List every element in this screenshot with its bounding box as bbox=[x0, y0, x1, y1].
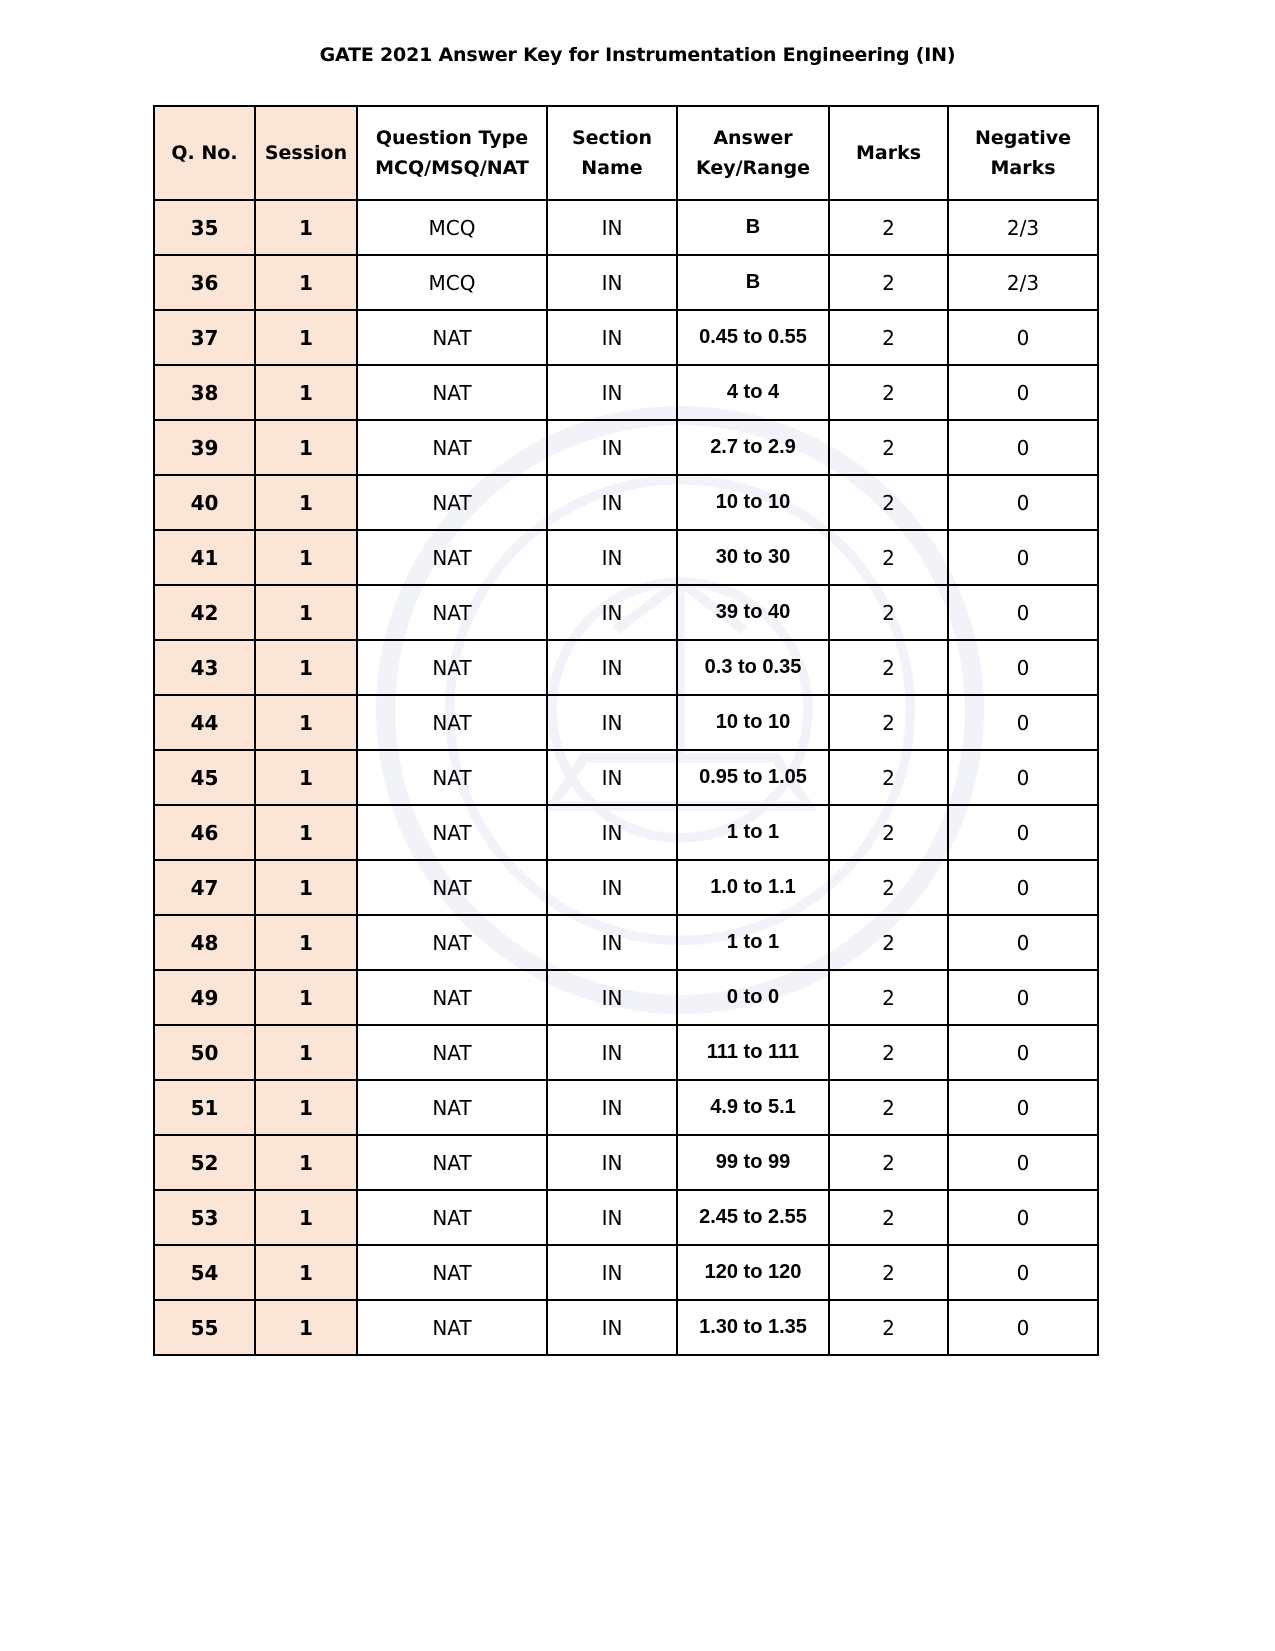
cell-negative-marks: 0 bbox=[948, 1300, 1098, 1355]
header-section-line1: Section bbox=[571, 127, 652, 149]
cell-section-name: IN bbox=[547, 1135, 677, 1190]
cell-section-name: IN bbox=[547, 860, 677, 915]
cell-qno: 35 bbox=[154, 200, 255, 255]
cell-marks: 2 bbox=[829, 1245, 948, 1300]
cell-negative-marks: 0 bbox=[948, 640, 1098, 695]
cell-marks: 2 bbox=[829, 750, 948, 805]
cell-session: 1 bbox=[255, 585, 357, 640]
cell-session: 1 bbox=[255, 750, 357, 805]
cell-marks: 2 bbox=[829, 1080, 948, 1135]
cell-answer-key: 111 to 111 bbox=[677, 1025, 829, 1080]
table-row bbox=[154, 200, 1098, 255]
cell-marks: 2 bbox=[829, 1300, 948, 1355]
cell-session: 1 bbox=[255, 530, 357, 585]
cell-answer-key: 0.45 to 0.55 bbox=[677, 310, 829, 365]
cell-question-type: NAT bbox=[357, 420, 547, 475]
cell-answer-key: 30 to 30 bbox=[677, 530, 829, 585]
table-row bbox=[154, 640, 1098, 695]
cell-negative-marks: 2/3 bbox=[948, 200, 1098, 255]
header-neg-line1: Negative bbox=[974, 127, 1072, 149]
cell-section-name: IN bbox=[547, 750, 677, 805]
cell-marks: 2 bbox=[829, 970, 948, 1025]
cell-question-type: NAT bbox=[357, 695, 547, 750]
table-row bbox=[154, 805, 1098, 860]
cell-negative-marks: 0 bbox=[948, 970, 1098, 1025]
cell-qno: 42 bbox=[154, 585, 255, 640]
table-row bbox=[154, 420, 1098, 475]
header-section-line2: Name bbox=[581, 157, 643, 179]
cell-qno: 52 bbox=[154, 1135, 255, 1190]
cell-session: 1 bbox=[255, 1245, 357, 1300]
cell-negative-marks: 0 bbox=[948, 310, 1098, 365]
table-row bbox=[154, 475, 1098, 530]
cell-answer-key: 10 to 10 bbox=[677, 695, 829, 750]
cell-qno: 36 bbox=[154, 255, 255, 310]
cell-session: 1 bbox=[255, 915, 357, 970]
cell-negative-marks: 0 bbox=[948, 860, 1098, 915]
table-row bbox=[154, 750, 1098, 805]
cell-negative-marks: 0 bbox=[948, 365, 1098, 420]
table-row bbox=[154, 255, 1098, 310]
cell-section-name: IN bbox=[547, 1080, 677, 1135]
cell-negative-marks: 0 bbox=[948, 1025, 1098, 1080]
table-row bbox=[154, 1190, 1098, 1245]
table-row bbox=[154, 530, 1098, 585]
cell-session: 1 bbox=[255, 1300, 357, 1355]
cell-question-type: NAT bbox=[357, 1300, 547, 1355]
cell-answer-key: 10 to 10 bbox=[677, 475, 829, 530]
cell-question-type: NAT bbox=[357, 750, 547, 805]
cell-answer-key: 0.95 to 1.05 bbox=[677, 750, 829, 805]
header-session: Session bbox=[255, 106, 357, 200]
cell-negative-marks: 0 bbox=[948, 475, 1098, 530]
cell-session: 1 bbox=[255, 695, 357, 750]
table-row bbox=[154, 860, 1098, 915]
cell-section-name: IN bbox=[547, 585, 677, 640]
cell-qno: 54 bbox=[154, 1245, 255, 1300]
cell-marks: 2 bbox=[829, 640, 948, 695]
cell-negative-marks: 0 bbox=[948, 1135, 1098, 1190]
cell-negative-marks: 0 bbox=[948, 1080, 1098, 1135]
cell-question-type: NAT bbox=[357, 1245, 547, 1300]
cell-section-name: IN bbox=[547, 200, 677, 255]
answer-key-table bbox=[153, 105, 1099, 1356]
cell-marks: 2 bbox=[829, 585, 948, 640]
cell-answer-key: 4 to 4 bbox=[677, 365, 829, 420]
header-question-type-line1: Question Type bbox=[375, 127, 529, 149]
cell-section-name: IN bbox=[547, 915, 677, 970]
header-marks: Marks bbox=[829, 106, 948, 200]
cell-qno: 37 bbox=[154, 310, 255, 365]
cell-section-name: IN bbox=[547, 1300, 677, 1355]
cell-question-type: NAT bbox=[357, 915, 547, 970]
cell-question-type: NAT bbox=[357, 1080, 547, 1135]
cell-section-name: IN bbox=[547, 695, 677, 750]
cell-qno: 43 bbox=[154, 640, 255, 695]
cell-question-type: NAT bbox=[357, 310, 547, 365]
cell-session: 1 bbox=[255, 310, 357, 365]
header-answer-key bbox=[677, 106, 829, 200]
cell-negative-marks: 0 bbox=[948, 915, 1098, 970]
cell-session: 1 bbox=[255, 255, 357, 310]
cell-qno: 44 bbox=[154, 695, 255, 750]
cell-section-name: IN bbox=[547, 365, 677, 420]
cell-qno: 40 bbox=[154, 475, 255, 530]
cell-negative-marks: 0 bbox=[948, 695, 1098, 750]
cell-question-type: NAT bbox=[357, 1190, 547, 1245]
cell-session: 1 bbox=[255, 475, 357, 530]
cell-qno: 55 bbox=[154, 1300, 255, 1355]
header-qno: Q. No. bbox=[154, 106, 255, 200]
cell-qno: 38 bbox=[154, 365, 255, 420]
cell-answer-key: 1.0 to 1.1 bbox=[677, 860, 829, 915]
cell-session: 1 bbox=[255, 365, 357, 420]
cell-answer-key: 0.3 to 0.35 bbox=[677, 640, 829, 695]
cell-qno: 48 bbox=[154, 915, 255, 970]
cell-session: 1 bbox=[255, 1025, 357, 1080]
cell-question-type: NAT bbox=[357, 970, 547, 1025]
cell-marks: 2 bbox=[829, 860, 948, 915]
cell-session: 1 bbox=[255, 200, 357, 255]
table-row bbox=[154, 970, 1098, 1025]
cell-marks: 2 bbox=[829, 310, 948, 365]
cell-question-type: MCQ bbox=[357, 255, 547, 310]
cell-marks: 2 bbox=[829, 1025, 948, 1080]
cell-question-type: NAT bbox=[357, 1135, 547, 1190]
table-row bbox=[154, 1245, 1098, 1300]
cell-answer-key: 1.30 to 1.35 bbox=[677, 1300, 829, 1355]
cell-section-name: IN bbox=[547, 310, 677, 365]
table-row bbox=[154, 585, 1098, 640]
cell-marks: 2 bbox=[829, 200, 948, 255]
cell-section-name: IN bbox=[547, 530, 677, 585]
cell-session: 1 bbox=[255, 640, 357, 695]
cell-session: 1 bbox=[255, 1135, 357, 1190]
table-row bbox=[154, 915, 1098, 970]
cell-qno: 49 bbox=[154, 970, 255, 1025]
cell-session: 1 bbox=[255, 805, 357, 860]
cell-question-type: NAT bbox=[357, 475, 547, 530]
cell-answer-key: 2.45 to 2.55 bbox=[677, 1190, 829, 1245]
cell-session: 1 bbox=[255, 970, 357, 1025]
cell-answer-key: 2.7 to 2.9 bbox=[677, 420, 829, 475]
cell-question-type: NAT bbox=[357, 585, 547, 640]
cell-session: 1 bbox=[255, 1190, 357, 1245]
table-row bbox=[154, 1080, 1098, 1135]
header-section-name bbox=[547, 106, 677, 200]
table-row bbox=[154, 1135, 1098, 1190]
cell-marks: 2 bbox=[829, 255, 948, 310]
page-title: GATE 2021 Answer Key for Instrumentation Engineering (IN) bbox=[319, 44, 956, 66]
cell-negative-marks: 0 bbox=[948, 1190, 1098, 1245]
cell-qno: 46 bbox=[154, 805, 255, 860]
cell-answer-key: B bbox=[677, 200, 829, 255]
cell-section-name: IN bbox=[547, 805, 677, 860]
header-negative-marks bbox=[948, 106, 1098, 200]
cell-answer-key: 1 to 1 bbox=[677, 915, 829, 970]
cell-section-name: IN bbox=[547, 1245, 677, 1300]
cell-negative-marks: 0 bbox=[948, 530, 1098, 585]
cell-answer-key: 99 to 99 bbox=[677, 1135, 829, 1190]
cell-negative-marks: 0 bbox=[948, 1245, 1098, 1300]
cell-qno: 51 bbox=[154, 1080, 255, 1135]
cell-section-name: IN bbox=[547, 475, 677, 530]
cell-answer-key: 0 to 0 bbox=[677, 970, 829, 1025]
cell-section-name: IN bbox=[547, 1190, 677, 1245]
cell-marks: 2 bbox=[829, 420, 948, 475]
cell-negative-marks: 0 bbox=[948, 420, 1098, 475]
cell-negative-marks: 0 bbox=[948, 585, 1098, 640]
cell-marks: 2 bbox=[829, 805, 948, 860]
table-row bbox=[154, 310, 1098, 365]
header-question-type-line2: MCQ/MSQ/NAT bbox=[375, 157, 529, 179]
cell-marks: 2 bbox=[829, 530, 948, 585]
cell-question-type: NAT bbox=[357, 860, 547, 915]
table-header-row bbox=[154, 106, 1098, 200]
table-row bbox=[154, 695, 1098, 750]
cell-question-type: NAT bbox=[357, 1025, 547, 1080]
cell-session: 1 bbox=[255, 420, 357, 475]
header-answer-line2: Key/Range bbox=[695, 157, 811, 179]
cell-marks: 2 bbox=[829, 1135, 948, 1190]
header-neg-line2: Marks bbox=[990, 157, 1056, 179]
cell-qno: 47 bbox=[154, 860, 255, 915]
cell-marks: 2 bbox=[829, 365, 948, 420]
cell-negative-marks: 0 bbox=[948, 805, 1098, 860]
table-row bbox=[154, 365, 1098, 420]
cell-session: 1 bbox=[255, 860, 357, 915]
cell-qno: 45 bbox=[154, 750, 255, 805]
cell-session: 1 bbox=[255, 1080, 357, 1135]
table-row bbox=[154, 1300, 1098, 1355]
table-body bbox=[154, 200, 1098, 1355]
cell-question-type: NAT bbox=[357, 805, 547, 860]
cell-answer-key: 4.9 to 5.1 bbox=[677, 1080, 829, 1135]
cell-section-name: IN bbox=[547, 970, 677, 1025]
cell-answer-key: 39 to 40 bbox=[677, 585, 829, 640]
cell-marks: 2 bbox=[829, 1190, 948, 1245]
cell-marks: 2 bbox=[829, 695, 948, 750]
cell-section-name: IN bbox=[547, 1025, 677, 1080]
cell-marks: 2 bbox=[829, 915, 948, 970]
cell-question-type: NAT bbox=[357, 530, 547, 585]
cell-section-name: IN bbox=[547, 255, 677, 310]
cell-answer-key: 120 to 120 bbox=[677, 1245, 829, 1300]
cell-qno: 50 bbox=[154, 1025, 255, 1080]
header-answer-line1: Answer bbox=[713, 127, 793, 149]
cell-section-name: IN bbox=[547, 640, 677, 695]
table-row bbox=[154, 1025, 1098, 1080]
cell-qno: 53 bbox=[154, 1190, 255, 1245]
header-question-type bbox=[357, 106, 547, 200]
cell-question-type: MCQ bbox=[357, 200, 547, 255]
cell-marks: 2 bbox=[829, 475, 948, 530]
cell-section-name: IN bbox=[547, 420, 677, 475]
cell-qno: 39 bbox=[154, 420, 255, 475]
cell-answer-key: 1 to 1 bbox=[677, 805, 829, 860]
cell-question-type: NAT bbox=[357, 640, 547, 695]
cell-answer-key: B bbox=[677, 255, 829, 310]
cell-qno: 41 bbox=[154, 530, 255, 585]
cell-question-type: NAT bbox=[357, 365, 547, 420]
cell-negative-marks: 0 bbox=[948, 750, 1098, 805]
cell-negative-marks: 2/3 bbox=[948, 255, 1098, 310]
